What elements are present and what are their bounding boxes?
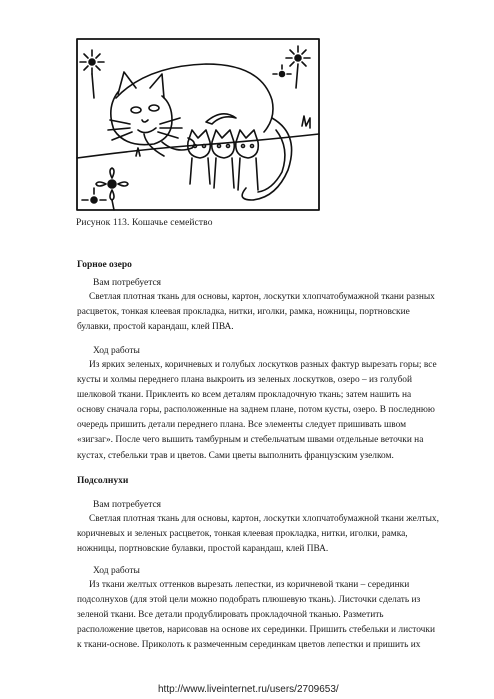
materials-paragraph (77, 512, 447, 557)
paragraph-line: ножницы, портновские булавки, простой карандаш, клей ПВА. (77, 544, 329, 555)
steps-label: Ход работы (93, 346, 140, 356)
paragraph-line: зеленой ткани. Все детали продублировать прокладочной тканью. Разметить (77, 610, 384, 621)
materials-label: Вам потребуется (93, 500, 162, 510)
watermark-url: http://www.liveinternet.ru/users/2709653/ (158, 684, 339, 695)
paragraph-line: к ткани-основе. Приколоть к размеченным серединкам цветов лепестки и пришить их (77, 640, 421, 651)
paragraph-line: Светлая плотная ткань для основы, картон, лоскутки хлопчатобумажной ткани разных (89, 292, 435, 302)
paragraph-line: расцветок, тонкая клеевая прокладка, нитки, иголки, рамка, ножницы, портновские (77, 307, 410, 318)
cat-family-illustration (76, 38, 320, 211)
steps-paragraph (77, 578, 447, 653)
materials-paragraph (77, 290, 447, 335)
paragraph-line: Из ткани желтых оттенков вырезать лепестки, из коричневой ткани – серединки (89, 580, 410, 590)
paragraph-line: булавки, простой карандаш, клей ПВА. (77, 322, 234, 333)
paragraph-line: кусты и холмы переднего плана выкроить из зеленых лоскутков, озеро – из голубой (77, 375, 412, 386)
section-title: Горное озеро (77, 260, 132, 270)
paragraph-line: кустах, стебельки трав и цветов. Сами цветы выполнить французским узелком. (77, 450, 394, 461)
paragraph-line: Светлая плотная ткань для основы, картон, лоскутки хлопчатобумажной ткани желтых, (89, 514, 439, 524)
steps-paragraph (77, 358, 447, 464)
paragraph-line: шелковой ткани. Приклеить ко всем деталям прокладочную ткань; затем нашить на (77, 390, 412, 401)
paragraph-line: расположение цветов, нарисовав на основе их серединки. Пришить стебельки и листочки (77, 625, 435, 636)
paragraph-line: Из ярких зеленых, коричневых и голубых лоскутков разных фактур вырезать горы; все (89, 360, 437, 370)
section-title: Подсолнухи (77, 476, 129, 486)
figure-caption: Рисунок 113. Кошачье семейство (76, 218, 213, 228)
paragraph-line: «зигзаг». После чего вышить тамбурным и стебельчатым швами отдельные веточки на (77, 435, 424, 446)
steps-label: Ход работы (93, 566, 140, 576)
paragraph-line: очередь пришить детали переднего плана. Все элементы следует пришивать швом (77, 420, 407, 431)
materials-label: Вам потребуется (93, 278, 162, 288)
paragraph-line: основу сначала горы, расположенные на заднем плане, потом кусты, озеро. В последнюю (77, 405, 435, 416)
paragraph-line: подсолнухов (для этой цели можно подобрать плюшевую ткань). Листочки сделать из (77, 595, 421, 606)
paragraph-line: коричневых и зеленых расцветок, тонкая клеевая прокладка, нитки, иголки, рамка, (77, 529, 408, 540)
